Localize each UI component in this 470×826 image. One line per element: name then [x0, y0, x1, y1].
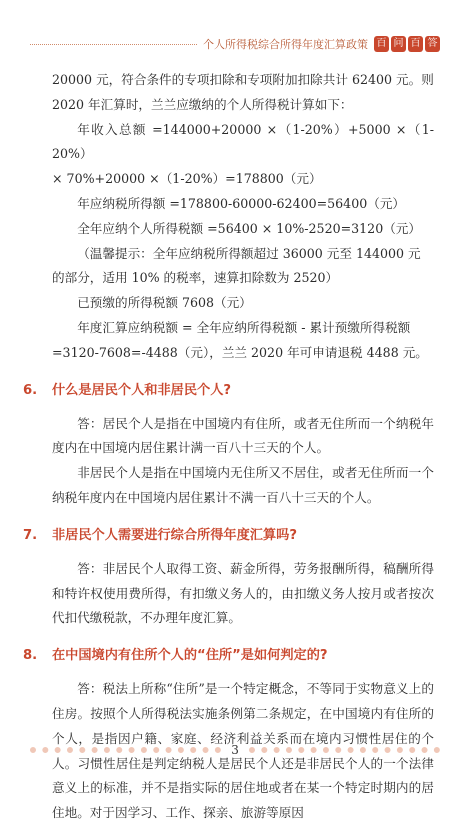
tip-line: （温馨提示：全年应纳税所得额超过 36000 元至 144000 元	[77, 245, 421, 261]
footer-dotted-bar	[30, 747, 221, 753]
header-badge: 百	[408, 36, 423, 52]
question-number: 8.	[23, 648, 38, 664]
answer-paragraph: 答：税法上所称“住所”是一个特定概念，不等同于实物意义上的住房。按照个人所得税法实施条例第二条规定，在中国境内有住所的个人，是指因户籍、家庭、经济利益关系而在境内习惯性居住的个人。习惯性居住是判定纳税人是居民个人还是非居民个人的一个法律意义上的标准，并不是指实际的居住地或者在某一个特定时期内的居住地。对于因学习、工作、探亲、旅游等原因	[52, 681, 434, 821]
header-badge: 问	[391, 36, 406, 52]
question-title: 在中国境内有住所个人的“住所”是如何判定的?	[52, 648, 328, 664]
calc-line: 全年应纳个人所得税额 =56400 × 10%-2520=3120（元）	[77, 220, 421, 236]
calc-line: × 70%+20000 ×（1-20%）=178800（元）	[52, 171, 322, 187]
calc-line: 年度汇算应纳税额 = 全年应纳所得税额 - 累计预缴所得税额	[77, 319, 411, 335]
header-title: 个人所得税综合所得年度汇算政策	[203, 38, 368, 51]
calc-line: 年应纳税所得额 =178800-60000-62400=56400（元）	[77, 195, 406, 211]
answer-paragraph: 答：居民个人是指在中国境内有住所，或者无住所而一个纳税年度内在中国境内居住累计满一百八十三天的个人。	[52, 415, 434, 456]
page-body	[23, 68, 434, 826]
answer-paragraph: 非居民个人是指在中国境内无住所又不居住，或者无住所而一个纳税年度内在中国境内居住累计不满一百八十三天的个人。	[52, 465, 434, 505]
question-title: 非居民个人需要进行综合所得年度汇算吗?	[52, 527, 298, 543]
question-number: 6.	[23, 382, 38, 398]
answer-paragraph: 答：非居民个人取得工资、薪金所得，劳务报酬所得，稿酬所得和特许权使用费所得，有扣缴义务人的，由扣缴义务人按月或者按次代扣代缴税款，不办理年度汇算。	[52, 560, 434, 626]
header-dotted-rule	[30, 44, 197, 45]
footer-dotted-bar	[249, 747, 440, 753]
body-line: 20000 元，符合条件的专项扣除和专项附加扣除共计 62400 元。则	[52, 72, 434, 87]
calc-line: 年收入总额 =144000+20000 ×（1-20%）+5000 ×（1-20%）	[52, 121, 434, 162]
question-heading	[23, 645, 434, 667]
calc-line: =3120-7608=-4488（元），兰兰 2020 年可申请退税 4488 元。	[52, 344, 428, 360]
question-number: 7.	[23, 527, 38, 543]
body-line: 2020 年汇算时，兰兰应缴纳的个人所得税计算如下：	[52, 96, 353, 112]
calc-line: 已预缴的所得税额 7608（元）	[77, 295, 252, 311]
header-badge: 答	[425, 36, 440, 52]
page-number: 3	[231, 743, 239, 757]
question-heading	[23, 380, 434, 402]
question-title: 什么是居民个人和非居民个人?	[52, 382, 232, 398]
header-badges	[374, 36, 440, 52]
running-header	[30, 32, 440, 56]
tip-line: 的部分，适用 10% 的税率，速算扣除数为 2520）	[52, 270, 339, 286]
header-badge: 百	[374, 36, 389, 52]
question-heading	[23, 525, 434, 547]
page-footer	[30, 740, 440, 760]
